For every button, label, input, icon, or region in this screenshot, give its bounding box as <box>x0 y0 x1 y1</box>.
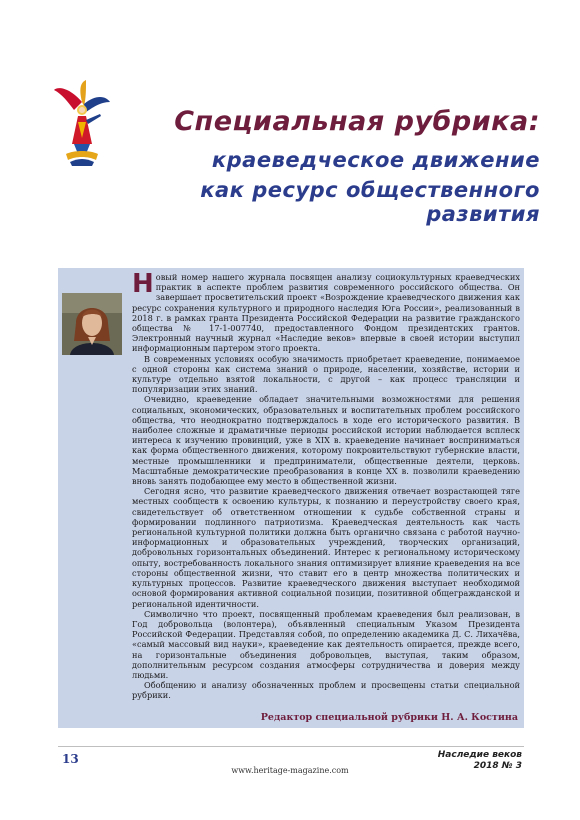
journal-name: Наследие веков <box>437 750 522 760</box>
article-paragraph-4: Сегодня ясно, что развитие краеведческого движения отвечает возрастающей тяге местных сообществ к освоению культуры, к познанию и переустройству своего края, свидетельствует об ответственном отношении к судьбе собственной страны и формировании подлинного патриотизма. Краеведческая деятельность как часть региональной культурной политики должна быть органично связана с работой научно-информационных и образовательных учреждений, творческих организаций, добровольных горизонтальных объединений. Интерес к региональному историческому опыту, востребованность локального знания оптимизирует влияние краеведения на все стороны общественной жизни, что ставит его в центр множества политических и культурных процессов. Развитие краеведческого движения выступает необходимой основой формирования активной социальной позиции, позитивной общегражданской и региональной идентичности. <box>132 486 520 609</box>
article-paragraph-6: Обобщению и анализу обозначенных проблем и просвещены статьи специальной рубрики. <box>132 680 520 701</box>
drop-cap: Н <box>132 269 154 299</box>
header-title-line2: краеведческое движение <box>211 148 540 172</box>
article-paragraph-3: Очевидно, краеведение обладает значительными возможностями для решения социальных, экономических, образовательных и воспитательных проблем российского общества, что неоднократно подтверждалось в ходе его исторического развития. В наиболее сложные и драматичные периоды российской истории наблюдается всплеск интереса к изучению провинций, уже в XIX в. краеведение начинает восприниматься как форма общественного движения, которому покровительствуют губернские власти, местные промышленники и предприниматели, общественные деятели, церковь. Масштабные демократические преобразования в конце XX в. позволили краеведению вновь занять подобающее ему место в общественной жизни. <box>132 394 520 487</box>
footer-divider <box>58 746 524 747</box>
author-photo <box>62 293 122 355</box>
journal-issue: 2018 № 3 <box>473 761 522 771</box>
page-number: 13 <box>62 752 79 766</box>
header-title-line3: как ресурс общественного развития <box>200 178 540 226</box>
website-link[interactable]: www.heritage-magazine.com <box>231 766 349 775</box>
editor-signature: Редактор специальной рубрики Н. А. Костина <box>260 712 518 723</box>
header-title-line1: Специальная рубрика: <box>174 106 540 137</box>
article-paragraph-2: В современных условиях особую значимость приобретает краеведение, понимаемое с одной стороны как система знаний о природе, населении, хозяйстве, истории и культуре отдельно взятой локальности, с другой – как процесс трансляции и популяризации этих знаний. <box>132 353 520 395</box>
article-body <box>132 269 520 701</box>
article-paragraph-5: Символично что проект, посвященный проблемам краеведения был реализован, в Год добровольца (волонтера), объявленный специальным Указом Президента Российской Федерации. Представляя собой, по определению академика Д. С. Лихачёва, «самый массовый вид науки», краеведение как деятельность опирается, прежде всего, на горизонтальные объединения добровольцев, выступая, таким образом, дополнительным ресурсом создания атмосферы сотрудничества и доверия между людьми. <box>132 608 520 680</box>
angel-emblem-icon <box>52 80 110 166</box>
article-paragraph-1: овый номер нашего журнала посвящен анализу социокультурных краеведческих практик в аспекте проблем развития современного российского общества. Он завершает просветительский проект «Возрождение краеведческого движения как ресурс сохранения культурного и природного наследия Юга России», реализованный в 2018 г. в рамках гранта Президента Российской Федерации на развитие гражданского общества № 17-1-007740, предоставленного Фондом президентских грантов. Электронный научный журнал «Наследие веков» впервые в своей истории выступил информационным партером этого проекта. <box>132 272 520 354</box>
